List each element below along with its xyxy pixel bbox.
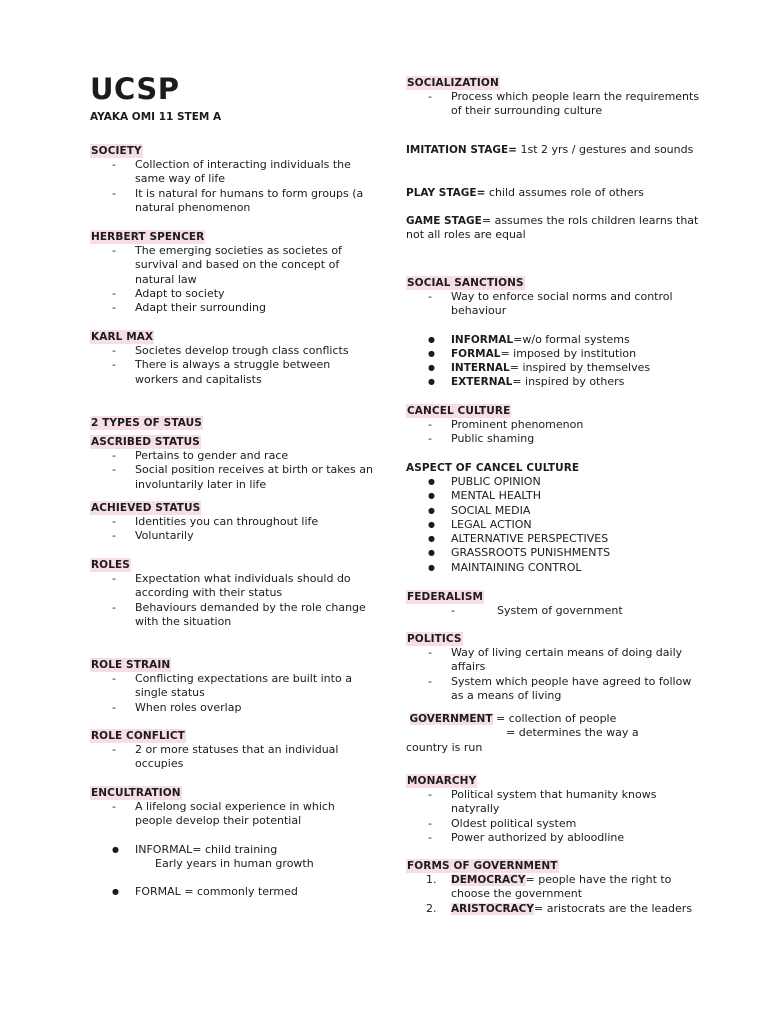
dot-list [90, 843, 375, 900]
list-item: - Public shaming [406, 432, 706, 446]
section-government [406, 712, 706, 755]
list-item: ● PUBLIC OPINION [406, 475, 706, 489]
list-item: - Societes develop trough class conflicts [90, 344, 375, 358]
list-item: - Oldest political system [406, 817, 706, 831]
list-item-subline: Early years in human growth [155, 856, 314, 870]
definition: child assumes role of others [485, 186, 644, 199]
bullet-list [90, 743, 375, 772]
definition: =w/o formal systems [513, 332, 630, 346]
section-heading: HERBERT SPENCER [91, 231, 205, 243]
section-heading: 2 TYPES OF STAUS [91, 417, 202, 429]
section-karl-max [90, 325, 375, 387]
list-number: 2. [426, 901, 437, 915]
list-item [406, 347, 706, 361]
list-item [90, 843, 375, 872]
list-item: - Social position receives at birth or takes an involuntarily later in life [90, 463, 375, 492]
list-item: - Collection of interacting individuals the same way of life [90, 158, 375, 187]
term: GAME STAGE [406, 215, 482, 227]
term: FORMAL [451, 347, 501, 360]
list-item: - Political system that humanity knows natyrally [406, 788, 706, 817]
list-item-line: INFORMAL= child training [135, 842, 278, 856]
bullet-list [90, 515, 375, 544]
bullet-list [90, 449, 375, 492]
list-item [406, 375, 706, 389]
section-heading: ACHIEVED STATUS [91, 502, 201, 514]
list-item: - Voluntarily [90, 529, 375, 543]
section-heading: ROLE STRAIN [91, 659, 171, 671]
author-line: AYAKA OMI 11 STEM A [90, 111, 222, 123]
numbered-list [406, 873, 706, 916]
list-item: ● SOCIAL MEDIA [406, 504, 706, 518]
list-item: - The emerging societies as societes of survival and based on the concept of natural law [90, 244, 375, 287]
section-heading: MONARCHY [407, 775, 477, 787]
bullet-list [90, 158, 375, 215]
list-item: - Power authorized by abloodline [406, 831, 706, 845]
list-item: - Way of living certain means of doing daily affairs [406, 646, 706, 675]
stage-imitation [406, 143, 706, 157]
paragraph: country is run [406, 740, 483, 754]
section-heading: SOCIALIZATION [407, 77, 499, 89]
section-heading: CANCEL CULTURE [407, 405, 511, 417]
list-number: 1. [426, 873, 437, 886]
definition: = people have the right to choose the government [451, 873, 672, 901]
list-item [406, 333, 706, 347]
bullet-list [90, 672, 375, 715]
list-item: - Way to enforce social norms and control behaviour [406, 290, 706, 319]
list-item [406, 361, 706, 375]
section-federalism [406, 585, 706, 618]
list-item: - Process which people learn the requirements of their surrounding culture [406, 90, 706, 119]
section-heading: SOCIETY [91, 145, 142, 157]
section-achieved-status [90, 496, 375, 544]
paragraph [406, 214, 706, 243]
bullet-list [406, 788, 706, 845]
dot-list [406, 475, 706, 575]
list-item [406, 902, 706, 916]
list-item: - A lifelong social experience in which people develop their potential [90, 800, 375, 829]
section-society [90, 139, 375, 215]
list-item: - It is natural for humans to form groups (a natural phenomenon [90, 187, 375, 216]
list-item: - Identities you can throughout life [90, 515, 375, 529]
bullet-list [406, 604, 706, 618]
dot-list [406, 333, 706, 390]
section-cancel-culture [406, 399, 706, 447]
section-heading: ASPECT OF CANCEL CULTURE [406, 462, 580, 474]
definition: = assumes the rols children learns that not all roles are equal [406, 214, 699, 242]
list-item: - Adapt to society [90, 287, 375, 301]
section-aspect-cancel-culture [406, 456, 706, 575]
paragraph [406, 186, 706, 200]
definition: = collection of people [492, 712, 617, 725]
list-item-line: FORMAL = commonly termed [135, 885, 298, 899]
section-types-of-status [90, 411, 375, 492]
term: INTERNAL [451, 362, 510, 375]
list-item: - 2 or more statuses that an individual occupies [90, 743, 375, 772]
section-heading: KARL MAX [91, 331, 154, 343]
section-heading: ROLES [91, 559, 130, 571]
list-item: - Adapt their surrounding [90, 301, 375, 315]
section-heading: POLITICS [407, 633, 462, 645]
definition: = inspired by others [512, 375, 625, 389]
list-item: - Conflicting expectations are built into a single status [90, 672, 375, 701]
list-item: - Prominent phenomenon [406, 418, 706, 432]
definition: = inspired by themselves [509, 361, 651, 375]
list-item: ● ALTERNATIVE PERSPECTIVES [406, 532, 706, 546]
stage-game [406, 214, 706, 243]
term: ARISTOCRACY [451, 902, 534, 915]
section-herbert-spencer [90, 225, 375, 315]
paragraph [406, 143, 706, 157]
list-item: - Pertains to gender and race [90, 449, 375, 463]
section-socialization [406, 71, 706, 119]
list-item: ● GRASSROOTS PUNISHMENTS [406, 546, 706, 560]
section-heading: ROLE CONFLICT [91, 730, 185, 742]
term: DEMOCRACY [451, 874, 526, 886]
section-politics [406, 627, 706, 703]
section-heading: ENCULTRATION [91, 787, 181, 799]
bullet-list [90, 572, 375, 629]
term: EXTERNAL [451, 376, 513, 389]
section-monarchy [406, 769, 706, 845]
section-role-strain [90, 653, 375, 715]
list-item: - Expectation what individuals should do according with their status [90, 572, 375, 601]
section-heading: FORMS OF GOVERNMENT [407, 860, 558, 872]
definition: = imposed by institution [500, 346, 637, 360]
document-title: UCSP [90, 72, 180, 106]
list-item: - When roles overlap [90, 701, 375, 715]
section-roles [90, 553, 375, 629]
list-item: - Behaviours demanded by the role change with the situation [90, 601, 375, 630]
section-enculturation [90, 781, 375, 899]
definition: 1st 2 yrs / gestures and sounds [516, 143, 694, 156]
section-social-sanctions [406, 271, 706, 390]
list-item [406, 873, 706, 902]
bullet-list [406, 90, 706, 119]
bullet-list [90, 344, 375, 387]
list-item: - System which people have agreed to follow as a means of living [406, 675, 706, 704]
term: GOVERNMENT [409, 713, 493, 725]
section-forms-of-government [406, 854, 706, 916]
list-item: ● LEGAL ACTION [406, 518, 706, 532]
definition: = aristocrats are the leaders [534, 901, 693, 915]
section-heading: FEDERALISM [407, 591, 484, 603]
stage-play [406, 186, 706, 200]
bullet-list [90, 244, 375, 315]
term: PLAY STAGE= [406, 187, 486, 199]
section-subheading: ASCRIBED STATUS [91, 436, 200, 448]
term: INFORMAL [451, 333, 514, 346]
section-role-conflict [90, 724, 375, 772]
bullet-list [406, 418, 706, 447]
list-item: - There is always a struggle between workers and capitalists [90, 358, 375, 387]
list-item: ● MAINTAINING CONTROL [406, 561, 706, 575]
list-item [90, 885, 375, 899]
term: IMITATION STAGE= [406, 144, 517, 156]
paragraph [406, 712, 706, 726]
list-item: - System of government [406, 604, 706, 618]
bullet-list [90, 800, 375, 829]
section-heading: SOCIAL SANCTIONS [407, 277, 524, 289]
bullet-list [406, 290, 706, 319]
paragraph: = determines the way a [506, 726, 639, 740]
bullet-list [406, 646, 706, 703]
list-item: ● MENTAL HEALTH [406, 489, 706, 503]
